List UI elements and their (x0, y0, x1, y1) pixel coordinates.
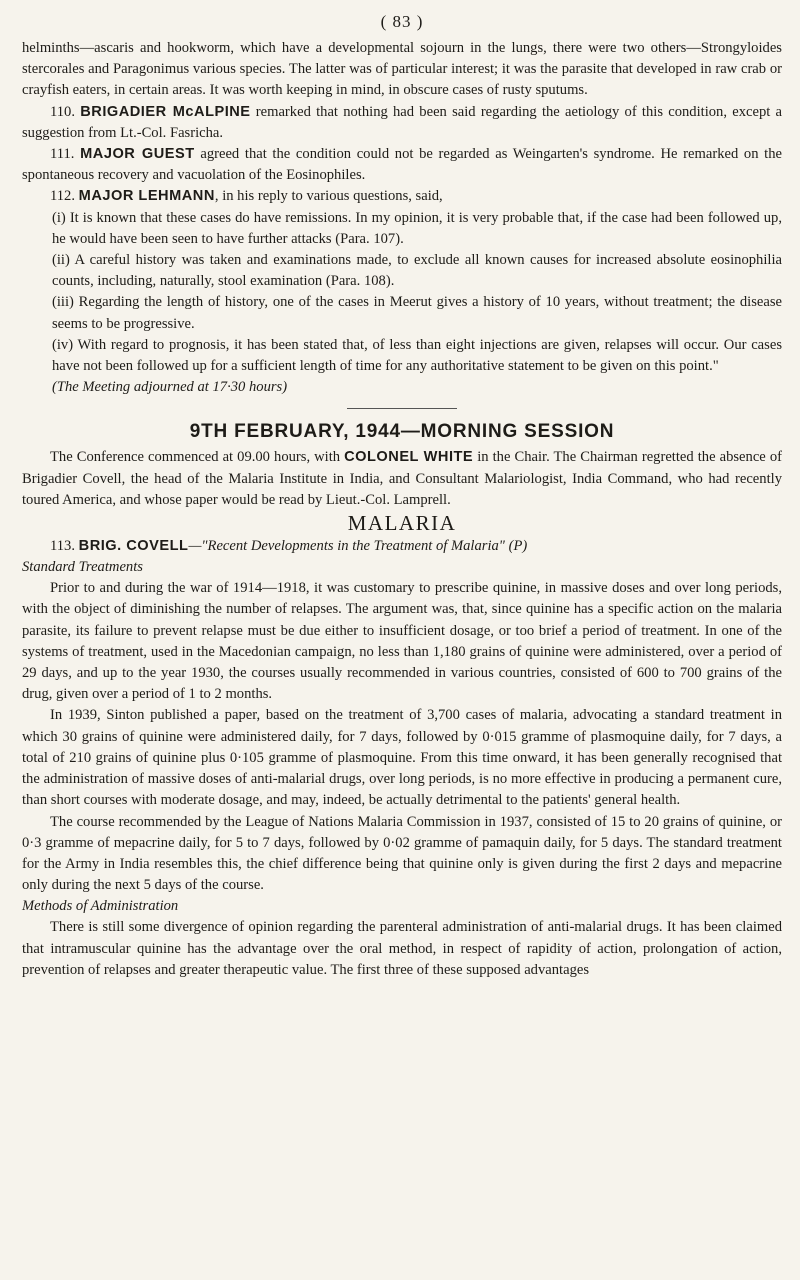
standard-paragraph-1: Prior to and during the war of 1914—1918, it was customary to prescribe quinine, in massive doses and over long periods, with the object of diminishing the number of relapses. The argument was, that, since quinine has a specific action on the malaria parasite, its failure to prevent relapse must be due either to insufficient dosage, or too brief a period of treatment. In one of the systems of treatment, used in the Macedonian campaign, no less than 1,180 grains of quinine were administered, over a period of 29 days, and up to the year 1930, the courses usually recommended in various countries, consisted of 600 to 700 grains of the drug, given over a period of 1 to 2 months. (22, 580, 782, 703)
adjournment-note: (The Meeting adjourned at 17·30 hours) (52, 379, 288, 396)
standard-paragraph-2: In 1939, Sinton published a paper, based on the treatment of 3,700 cases of malaria, advocating a standard treatment in which 30 grains of quinine were administered daily, for 7 days, followed by 0·015 gramme of plasmoquine daily, for 7 days, a total of 210 grains of quinine plus 0·105 gramme of plasmoquine. From this time onward, it has been generally recognised that the administration of massive doses of anti-malarial drugs, over long periods, is no more effective in producing a permanent cure, than short courses with moderate dosage, and may, indeed, be actually detrimental to the patients' general health. (22, 707, 782, 809)
lehmann-point-i: (i) It is known that these cases do have remissions. In my opinion, it is very probable that, if the case had been followed up, he would have been seen to have further attacks (Para. 107). (52, 209, 782, 247)
item-111-speaker: MAJOR GUEST (80, 146, 195, 163)
item-112-speaker: MAJOR LEHMANN (78, 188, 215, 205)
item-111 (22, 144, 782, 186)
lehmann-point-iii: (iii) Regarding the length of history, one of the cases in Meerut gives a history of 10 years, without treatment; the disease seems to be progressive. (52, 294, 782, 332)
conference-chair: COLONEL WHITE (344, 449, 474, 466)
item-111-text: agreed that the condition could not be regarded as Weingarten's syndrome. He remarked on the spontaneous recovery and vacuolation of the Eosinophiles. (22, 146, 783, 184)
conference-text-start: The Conference commenced at 09.00 hours, with (50, 449, 345, 466)
intro-paragraph: helminths—ascaris and hookworm, which have a developmental sojourn in the lungs, there were two others—Strongyloides stercorales and Paragonimus various species. The latter was of particular interest; it was the parasite that developed in raw crab or crayfish eaters, in certain areas. It was worth keeping in mind, in obscure cases of rusty sputums. (22, 40, 782, 99)
item-111-number: 111. (50, 146, 75, 163)
item-112-text: , in his reply to various questions, said, (214, 188, 443, 205)
item-110-text: remarked that nothing had been said regarding the aetiology of this condition, except a suggestion from Lt.-Col. Fasricha. (22, 103, 783, 141)
section-divider (347, 408, 457, 409)
subheading-methods: Methods of Administration (22, 898, 179, 915)
item-110 (22, 102, 782, 144)
standard-paragraph-3: The course recommended by the League of Nations Malaria Commission in 1937, consisted of 15 to 20 grains of quinine, or 0·3 gramme of mepacrine daily, for 5 to 7 days, followed by 0·02 gramme of pamaquin daily, for 5 days. The standard treatment for the Army in India resembles this, the chief difference being that quinine only is given during the first 2 days and mepacrine only during the next 5 days of the course. (22, 813, 782, 894)
item-113 (22, 536, 782, 557)
subheading-standard-treatments: Standard Treatments (22, 559, 143, 576)
session-heading: 9TH FEBRUARY, 1944—MORNING SESSION (189, 421, 615, 443)
item-110-speaker: BRIGADIER McALPINE (80, 103, 251, 120)
item-112 (22, 186, 782, 207)
item-113-speaker: BRIG. COVELL (78, 538, 189, 555)
lehmann-point-iv: (iv) With regard to prognosis, it has been stated that, of less than eight injections are given, relapses will occur. Our cases have not been followed up for a sufficient length of time for any authoritative statement to be given on this point." (52, 336, 782, 375)
lehmann-point-ii: (ii) A careful history was taken and examinations made, to exclude all known causes for increased absolute eosinophilia counts, including, naturally, stool examination (Para. 108). (52, 252, 782, 290)
item-113-title: —"Recent Developments in the Treatment of Malaria" (P) (188, 538, 528, 555)
item-112-number: 112. (50, 188, 75, 205)
methods-paragraph: There is still some divergence of opinion regarding the parenteral administration of anti-malarial drugs. It has been claimed that intramuscular quinine has the advantage over the oral method, in respect of rapidity of action, prolongation of action, prevention of relapses and greater therapeutic value. The first three of these supposed advantages (22, 919, 782, 978)
conference-text-end: in the Chair. The Chairman regretted the absence of Brigadier Covell, the head of the Malaria Institute in India, and Consultant Malariologist, India Command, who had recently toured America, and whose paper would be read by Lieut.-Col. Lamprell. (22, 449, 782, 508)
page-number: ( 83 ) (380, 12, 424, 31)
item-113-number: 113. (50, 538, 75, 555)
topic-heading: MALARIA (347, 511, 457, 536)
item-110-number: 110. (50, 103, 75, 120)
conference-paragraph (22, 447, 782, 511)
